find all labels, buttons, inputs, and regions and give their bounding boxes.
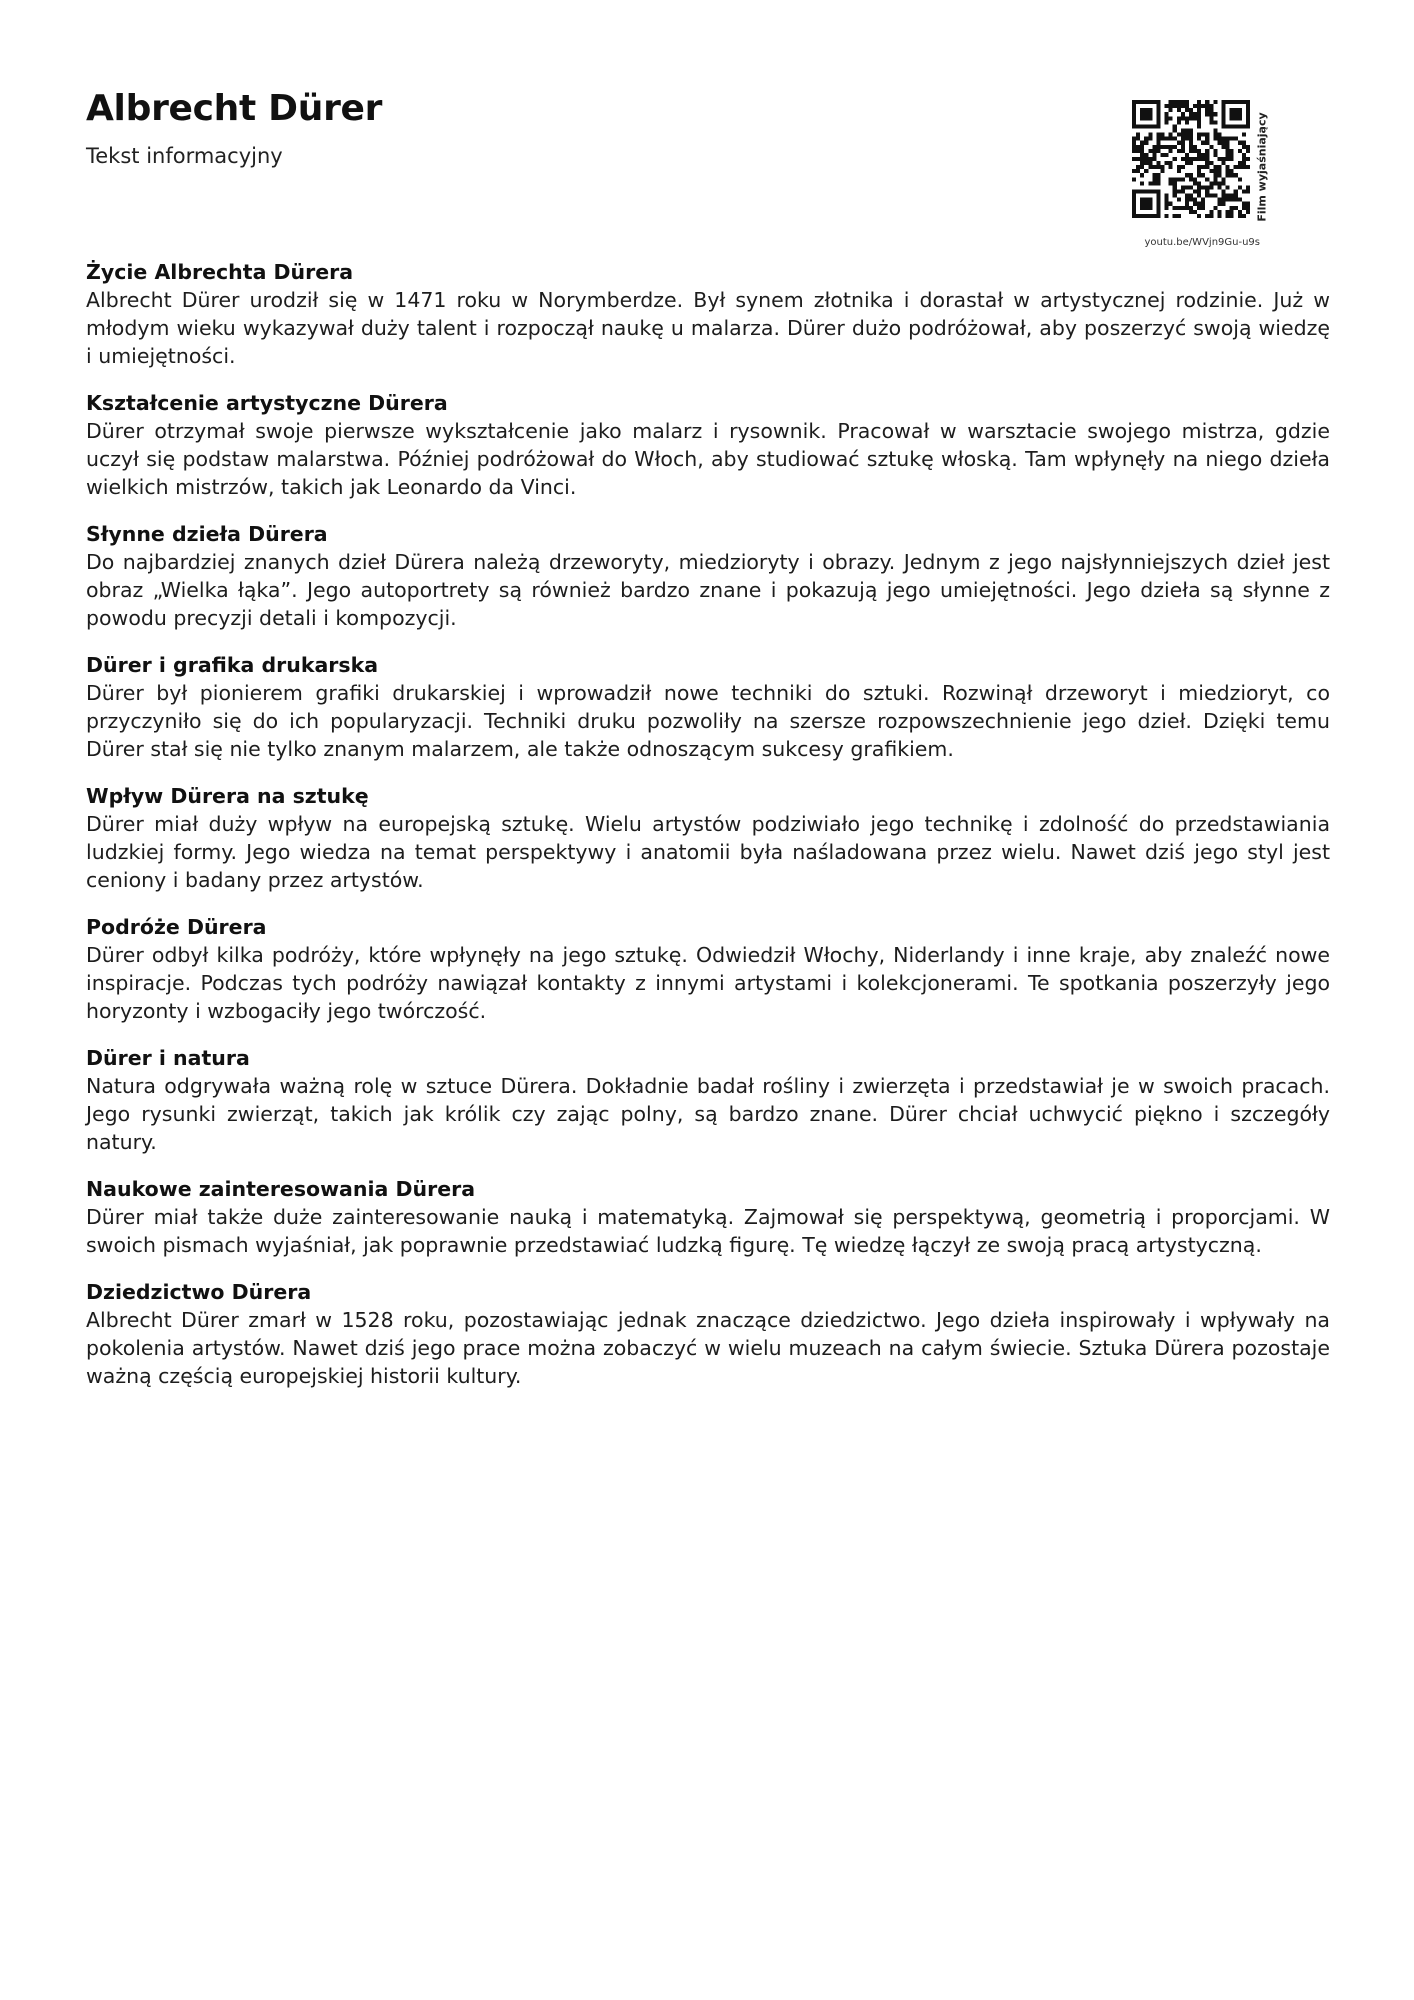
section-heading: Słynne dzieła Dürera	[86, 522, 328, 546]
section-text: Dürer miał także duże zainteresowanie nauką i matematyką. Zajmował się perspektywą, geometrią i proporcjami. W swoich pismach wyjaśniał, jak poprawnie przedstawiać ludzką figurę. Tę wiedzę łączył ze swoją pracą artystyczną.	[86, 1205, 1330, 1257]
section-heading: Życie Albrechta Dürera	[86, 260, 354, 284]
section-natura	[86, 1044, 1330, 1156]
article-body	[86, 258, 1330, 1409]
section-text: Do najbardziej znanych dzieł Dürera należą drzeworyty, miedzioryty i obrazy. Jednym z jego najsłynniejszych dzieł jest obraz „Wielka łąka”. Jego autoportrety są również bardzo znane i pokazują jego umiejętności. Jego dzieła są słynne z powodu precyzji detali i kompozycji.	[86, 550, 1330, 630]
qr-url[interactable]: youtu.be/WVjn9Gu-u9s	[1144, 237, 1260, 248]
page-title: Albrecht Dürer	[86, 88, 383, 129]
section-heading: Naukowe zainteresowania Dürera	[86, 1177, 476, 1201]
section-dziedzictwo	[86, 1278, 1330, 1390]
section-text: Natura odgrywała ważną rolę w sztuce Dürera. Dokładnie badał rośliny i zwierzęta i przedstawiał je w swoich pracach. Jego rysunki zwierząt, takich jak królik czy zając polny, są bardzo znane. Dürer chciał uchwycić piękno i szczegóły natury.	[86, 1074, 1330, 1154]
section-text: Albrecht Dürer zmarł w 1528 roku, pozostawiając jednak znaczące dziedzictwo. Jego dzieła inspirowały i wpływały na pokolenia artystów. Nawet dziś jego prace można zobaczyć w wielu muzeach na całym świecie. Sztuka Dürera pozostaje ważną częścią europejskiej historii kultury.	[86, 1308, 1330, 1388]
qr-side-label	[1252, 102, 1272, 232]
section-text: Dürer odbył kilka podróży, które wpłynęły na jego sztukę. Odwiedził Włochy, Niderlandy i inne kraje, aby znaleźć nowe inspiracje. Podczas tych podróży nawiązał kontakty z innymi artystami i kolekcjonerami. Te spotkania poszerzyły jego horyzonty i wzbogaciły jego twórczość.	[86, 943, 1330, 1023]
section-wplyw	[86, 782, 1330, 894]
film-label: Film wyjaśniający	[1255, 112, 1269, 222]
section-slynne-dziela	[86, 520, 1330, 632]
section-heading: Dziedzictwo Dürera	[86, 1280, 312, 1304]
section-grafika	[86, 651, 1330, 763]
section-zycie	[86, 258, 1330, 370]
section-heading: Kształcenie artystyczne Dürera	[86, 391, 448, 415]
qr-block	[1120, 96, 1310, 256]
page-subtitle: Tekst informacyjny	[86, 144, 283, 168]
section-ksztalcenie	[86, 389, 1330, 501]
section-heading: Dürer i grafika drukarska	[86, 653, 379, 677]
section-heading: Wpływ Dürera na sztukę	[86, 784, 369, 808]
section-heading: Podróże Dürera	[86, 915, 267, 939]
section-text: Dürer miał duży wpływ na europejską sztukę. Wielu artystów podziwiało jego technikę i zdolność do przedstawiania ludzkiej formy. Jego wiedza na temat perspektywy i anatomii była naśladowana przez wielu. Nawet dziś jego styl jest ceniony i badany przez artystów.	[86, 812, 1330, 892]
section-text: Dürer był pionierem grafiki drukarskiej i wprowadził nowe techniki do sztuki. Rozwinął drzeworyt i miedzioryt, co przyczyniło się do ich popularyzacji. Techniki druku pozwoliły na szersze rozpowszechnienie jego dzieł. Dzięki temu Dürer stał się nie tylko znanym malarzem, ale także odnoszącym sukcesy grafikiem.	[86, 681, 1330, 761]
section-heading: Dürer i natura	[86, 1046, 250, 1070]
section-text: Albrecht Dürer urodził się w 1471 roku w Norymberdze. Był synem złotnika i dorastał w artystycznej rodzinie. Już w młodym wieku wykazywał duży talent i rozpoczął naukę u malarza. Dürer dużo podróżował, aby poszerzyć swoją wiedzę i umiejętności.	[86, 288, 1330, 368]
section-text: Dürer otrzymał swoje pierwsze wykształcenie jako malarz i rysownik. Pracował w warsztacie swojego mistrza, gdzie uczył się podstaw malarstwa. Później podróżował do Włoch, aby studiować sztukę włoską. Tam wpłynęły na niego dzieła wielkich mistrzów, takich jak Leonardo da Vinci.	[86, 419, 1330, 499]
section-podroze	[86, 913, 1330, 1025]
qr-code-icon[interactable]	[1132, 100, 1250, 218]
section-naukowe	[86, 1175, 1330, 1259]
